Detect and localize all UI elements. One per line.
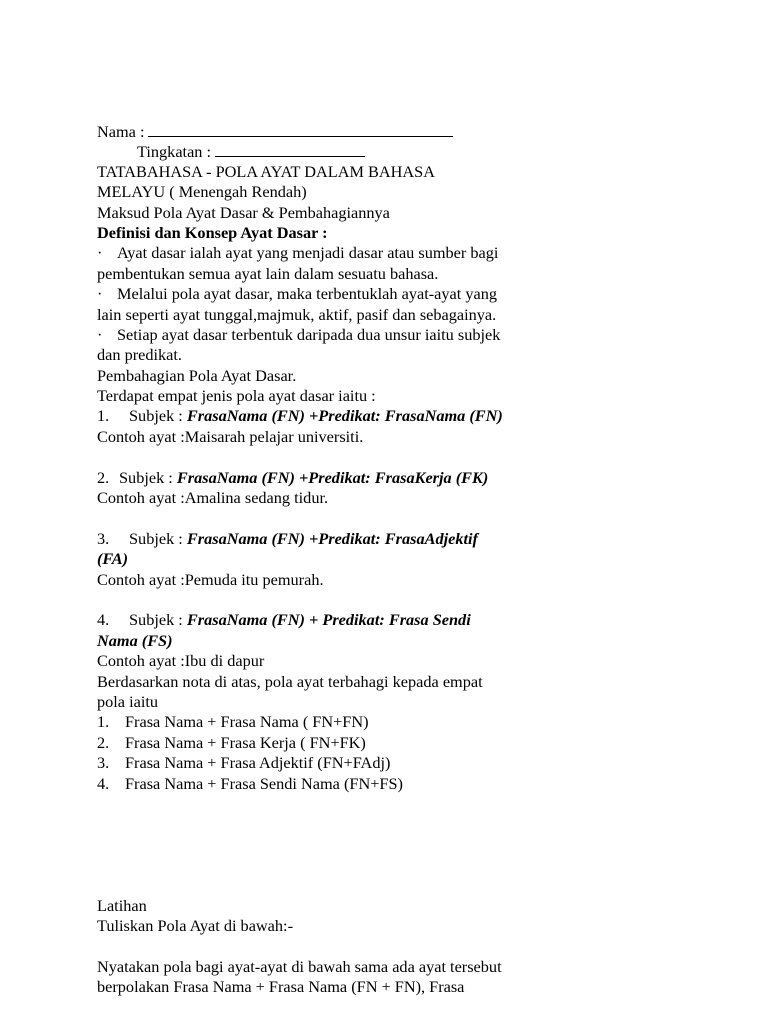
definisi-point-1: · Ayat dasar ialah ayat yang menjadi dasar atau sumber bagi pembentukan semua ayat lain dalam sesuatu bahasa. bbox=[97, 243, 499, 283]
pattern-formula: FrasaNama (FN) +Predikat: FrasaAdjektif bbox=[186, 528, 478, 548]
title-line-2: MELAYU ( Menengah Rendah) bbox=[97, 182, 307, 202]
ringkasan-intro-1: Berdasarkan nota di atas, pola ayat terbahagi kepada empat bbox=[97, 671, 483, 691]
ringkasan-item-1: 1. Frasa Nama + Frasa Nama ( FN+FN) bbox=[97, 712, 369, 732]
pattern-example: Contoh ayat :Amalina sedang tidur. bbox=[97, 488, 329, 508]
latihan-paragraph-2: berpolakan Frasa Nama + Frasa Nama (FN + FN), Frasa bbox=[97, 977, 465, 997]
title-line-1: TATABAHASA - POLA AYAT DALAM BAHASA bbox=[97, 161, 435, 181]
ringkasan-item-4: 4. Frasa Nama + Frasa Sendi Nama (FN+FS) bbox=[97, 773, 403, 793]
definisi-point-3: · Setiap ayat dasar terbentuk daripada dua unsur iaitu subjek dan predikat. bbox=[97, 324, 501, 365]
pattern-formula-cont: (FA) bbox=[97, 549, 129, 569]
pattern-example: Contoh ayat :Maisarah pelajar universiti. bbox=[97, 426, 364, 446]
bullet-glyph: · bbox=[97, 243, 103, 263]
nama-line bbox=[97, 121, 567, 141]
document-body bbox=[97, 121, 567, 998]
ringkasan-item-2: 2. Frasa Nama + Frasa Kerja ( FN+FK) bbox=[97, 732, 366, 752]
pattern-subjek-label: Subjek : bbox=[129, 528, 183, 548]
pattern-subjek-label: Subjek : bbox=[129, 610, 183, 630]
pattern-formula-cont: Nama (FS) bbox=[97, 630, 173, 650]
bullet-glyph: · bbox=[97, 324, 103, 344]
subtitle: Maksud Pola Ayat Dasar & Pembahagiannya bbox=[97, 202, 390, 222]
pattern-formula: FrasaNama (FN) +Predikat: FrasaNama (FN) bbox=[186, 406, 503, 426]
tingkatan-line bbox=[97, 141, 567, 161]
nama-blank bbox=[148, 121, 453, 137]
pattern-subjek-label: Subjek : bbox=[129, 406, 183, 426]
definisi-heading: Definisi dan Konsep Ayat Dasar : bbox=[97, 222, 328, 242]
pattern-2 bbox=[97, 468, 567, 509]
pattern-number: 3. bbox=[97, 528, 110, 548]
latihan-heading: Latihan bbox=[97, 895, 147, 915]
pattern-subjek-label: Subjek : bbox=[119, 467, 173, 487]
pembahagian-intro: Terdapat empat jenis pola ayat dasar iaitu : bbox=[97, 386, 376, 406]
pattern-number: 4. bbox=[97, 610, 110, 630]
pattern-3 bbox=[97, 529, 567, 590]
tingkatan-blank bbox=[215, 141, 365, 157]
latihan-instruction: Tuliskan Pola Ayat di bawah:- bbox=[97, 916, 293, 936]
pattern-formula: FrasaNama (FN) + Predikat: Frasa Sendi bbox=[186, 610, 471, 630]
pattern-4 bbox=[97, 610, 567, 671]
pattern-1 bbox=[97, 406, 567, 447]
pattern-formula: FrasaNama (FN) +Predikat: FrasaKerja (FK) bbox=[176, 467, 489, 487]
latihan-paragraph-1: Nyatakan pola bagi ayat-ayat di bawah sama ada ayat tersebut bbox=[97, 957, 502, 977]
pattern-number: 1. bbox=[97, 406, 110, 426]
ringkasan-intro-2: pola iaitu bbox=[97, 691, 159, 711]
nama-label: Nama : bbox=[97, 122, 145, 141]
pattern-number: 2. bbox=[97, 467, 110, 487]
definisi-point-2: · Melalui pola ayat dasar, maka terbentuklah ayat-ayat yang lain seperti ayat tunggal,majmuk, aktif, pasif dan sebagainya. bbox=[97, 284, 497, 324]
pembahagian-heading: Pembahagian Pola Ayat Dasar. bbox=[97, 365, 297, 385]
pattern-example: Contoh ayat :Ibu di dapur bbox=[97, 651, 265, 671]
pattern-example: Contoh ayat :Pemuda itu pemurah. bbox=[97, 569, 324, 589]
bullet-glyph: · bbox=[97, 284, 103, 304]
ringkasan-item-3: 3. Frasa Nama + Frasa Adjektif (FN+FAdj) bbox=[97, 753, 391, 773]
tingkatan-label: Tingkatan : bbox=[137, 142, 212, 162]
